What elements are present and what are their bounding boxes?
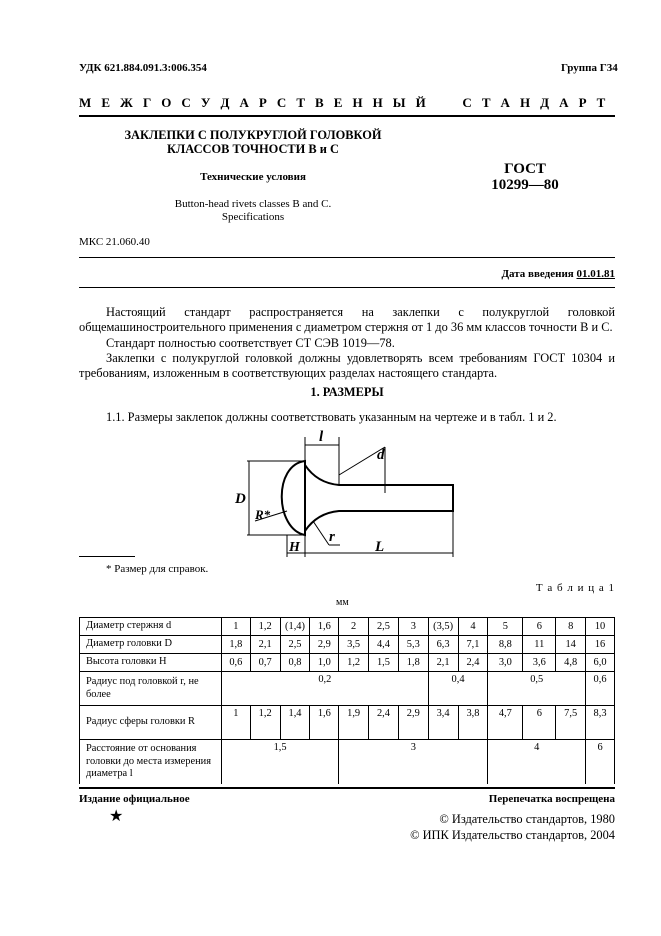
table-cell: 1,2 — [250, 706, 280, 740]
title-english-line-2: Specifications — [221, 211, 285, 223]
intro-date — [501, 268, 615, 280]
paragraph-requirements: Заклепки с полукруглой головкой должны удовлетворять всем требованиям ГОСТ 10304 и требованиям, изложенным в соответствующих разделах настоящего стандарта. — [79, 351, 615, 381]
paragraph-compliance: Стандарт полностью соответствует СТ СЭВ 1019—78. — [106, 336, 395, 350]
table-cell: 1,8 — [221, 636, 250, 654]
table-row — [80, 654, 615, 672]
table-cell: 1,8 — [398, 654, 428, 672]
table-cell: 8 — [556, 618, 586, 636]
table-row — [80, 672, 615, 706]
rivet-dimensions-table — [79, 617, 615, 784]
row-label: Расстояние от основания головки до места измерения диаметра l — [80, 740, 222, 784]
table-cell: 6,3 — [428, 636, 458, 654]
table-cell: 2,4 — [458, 654, 488, 672]
table-cell: 0,6 — [221, 654, 250, 672]
table-cell: 0,2 — [221, 672, 428, 706]
table-cell: 6 — [523, 706, 556, 740]
row-label: Диаметр головки D — [80, 636, 222, 654]
table-cell: (3,5) — [428, 618, 458, 636]
dim-label-R: R* — [255, 507, 271, 522]
header-rule — [79, 115, 615, 117]
table-cell: 2 — [339, 618, 369, 636]
table-cell: 2,1 — [428, 654, 458, 672]
table-cell: 7,1 — [458, 636, 488, 654]
table-cell: 2,4 — [369, 706, 399, 740]
table-cell: 0,4 — [428, 672, 488, 706]
copyright-1980: © Издательство стандартов, 1980 — [439, 812, 615, 826]
rivet-outline — [282, 461, 453, 535]
clause-1-1: 1.1. Размеры заклепок должны соответствовать указанным на чертеже и в табл. 1 и 2. — [106, 410, 557, 424]
table-cell: 4 — [488, 740, 586, 784]
table-row — [80, 636, 615, 654]
table-cell: 3,5 — [339, 636, 369, 654]
table-cell: 2,1 — [250, 636, 280, 654]
table-cell: 1,5 — [369, 654, 399, 672]
dim-label-d: d — [377, 447, 385, 463]
table-cell: 1 — [221, 618, 250, 636]
table-cell: 1,2 — [250, 618, 280, 636]
table-cell: 8,8 — [488, 636, 523, 654]
table-cell: 0,7 — [250, 654, 280, 672]
footer-rule — [79, 787, 615, 789]
table-cell: 1,0 — [310, 654, 339, 672]
table-cell: 10 — [586, 618, 615, 636]
row-label: Диаметр стержня d — [80, 618, 222, 636]
table-row — [80, 618, 615, 636]
footnote-rule — [79, 556, 135, 557]
rivet-drawing — [225, 425, 470, 565]
table-cell: (1,4) — [280, 618, 310, 636]
group-code: Группа Г34 — [561, 62, 618, 74]
mks-code: МКС 21.060.40 — [79, 236, 150, 248]
official-edition: Издание официальное — [79, 793, 190, 805]
table-cell: 4,8 — [556, 654, 586, 672]
table-cell: 1,5 — [221, 740, 338, 784]
table-cell: 0,5 — [488, 672, 586, 706]
footnote: * Размер для справок. — [106, 563, 209, 575]
dim-label-H: H — [289, 540, 300, 555]
table-cell: 11 — [523, 636, 556, 654]
table-cell: 3 — [398, 618, 428, 636]
gost-label: ГОСТ — [504, 161, 546, 177]
table-cell: 1,4 — [280, 706, 310, 740]
title-block-rule — [79, 257, 615, 258]
table-cell: 0,6 — [586, 672, 615, 706]
table-unit: мм — [336, 597, 349, 608]
table-cell: 3,0 — [488, 654, 523, 672]
table-row — [80, 740, 615, 784]
table-cell: 14 — [556, 636, 586, 654]
table-cell: 2,5 — [280, 636, 310, 654]
star-icon: ★ — [109, 808, 124, 825]
table-cell: 16 — [586, 636, 615, 654]
table-cell: 5,3 — [398, 636, 428, 654]
title-line-1: ЗАКЛЕПКИ С ПОЛУКРУГЛОЙ ГОЛОВКОЙ — [124, 128, 382, 142]
table-caption: Т а б л и ц а 1 — [535, 582, 615, 594]
table-cell: 2,9 — [398, 706, 428, 740]
table-cell: 0,8 — [280, 654, 310, 672]
dim-label-D: D — [235, 491, 246, 507]
table-cell: 1,2 — [339, 654, 369, 672]
table-cell: 4,7 — [488, 706, 523, 740]
table-cell: 1 — [221, 706, 250, 740]
title-line-2: КЛАССОВ ТОЧНОСТИ В и С — [167, 142, 339, 156]
table-cell: 6,0 — [586, 654, 615, 672]
intro-date-value: 01.01.81 — [576, 268, 615, 280]
table-cell: 6 — [586, 740, 615, 784]
intro-date-label: Дата введения — [501, 268, 574, 280]
interstate-standard-heading: М Е Ж Г О С У Д А Р С Т В Е Н Н Ы Й С Т А Н Д А Р Т — [79, 95, 609, 110]
table-cell: 1,6 — [310, 706, 339, 740]
table-cell: 2,5 — [369, 618, 399, 636]
gost-number: 10299—80 — [491, 177, 559, 193]
table-cell: 4,4 — [369, 636, 399, 654]
section-title: 1. РАЗМЕРЫ — [310, 385, 384, 399]
row-label: Радиус сферы головки R — [80, 706, 222, 740]
table-cell: 1,9 — [339, 706, 369, 740]
paragraph-scope: Настоящий стандарт распространяется на заклепки с полукруглой головкой общемашиностроительного применения с диаметром стержня от 1 до 36 мм классов точности В и С. — [79, 305, 615, 335]
table-row — [80, 706, 615, 740]
udk-code: УДК 621.884.091.3:006.354 — [79, 62, 207, 74]
dim-label-L: L — [375, 539, 385, 555]
table-cell: 1,6 — [310, 618, 339, 636]
table-cell: 2,9 — [310, 636, 339, 654]
table-cell: 3,8 — [458, 706, 488, 740]
table-cell: 3 — [339, 740, 488, 784]
title-english-line-1: Button-head rivets classes B and C. — [174, 198, 332, 210]
table-cell: 6 — [523, 618, 556, 636]
table-cell: 5 — [488, 618, 523, 636]
table-cell: 3,6 — [523, 654, 556, 672]
table-cell: 8,3 — [586, 706, 615, 740]
dim-label-l: l — [319, 429, 324, 445]
intro-date-rule — [79, 287, 615, 288]
dim-label-r: r — [329, 529, 335, 545]
reprint-prohibited: Перепечатка воспрещена — [488, 793, 615, 805]
row-label: Высота головки H — [80, 654, 222, 672]
dimension-lines — [247, 437, 453, 557]
copyright-2004: © ИПК Издательство стандартов, 2004 — [410, 828, 615, 842]
title-subtitle: Технические условия — [200, 171, 306, 183]
row-label: Радиус под головкой r, не более — [80, 672, 222, 706]
table-cell: 7,5 — [556, 706, 586, 740]
table-cell: 3,4 — [428, 706, 458, 740]
table-cell: 4 — [458, 618, 488, 636]
